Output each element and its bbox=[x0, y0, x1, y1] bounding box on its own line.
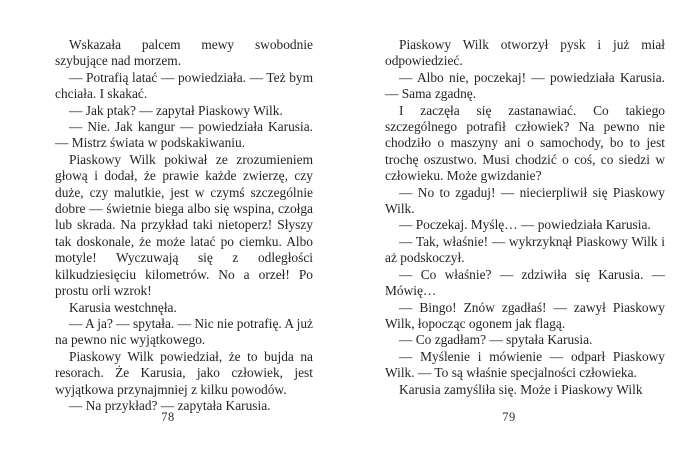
paragraph: Karusia zamyśliła się. Może i Piaskowy Wilk bbox=[399, 381, 643, 397]
paragraph: — Jak ptak? — zapytał Piaskowy Wilk. bbox=[69, 102, 283, 118]
paragraph: — Poczekaj. Myślę… — powiedziała Karusia. bbox=[399, 217, 651, 233]
page-right bbox=[385, 37, 665, 398]
paragraph: — No to zgaduj! — niecierpliwił się Piaskowy Wilk. bbox=[385, 184, 665, 217]
paragraph: — Tak, właśnie! — wykrzyknął Piaskowy Wilk i aż podskoczył. bbox=[385, 233, 665, 266]
paragraph: — Albo nie, poczekaj! — powiedziała Karusia. — Sama zgadnę. bbox=[385, 69, 665, 102]
paragraph: — Co właśnie? — zdziwiła się Karusia. — Mówię… bbox=[385, 266, 665, 299]
paragraph: — A ja? — spytała. — Nic nie potrafię. A już na pewno nic wyjątkowego. bbox=[55, 315, 313, 348]
page-left bbox=[55, 37, 313, 414]
paragraph: I zaczęła się zastanawiać. Co takiego szczególnego potrafił człowiek? Na pewno nie chodziło o maszyny ani o samochody, bo to jest trochę oszustwo. Musi chodzić o coś, co siedzi w człowieku. Może gwizdanie? bbox=[385, 102, 665, 184]
paragraph: Wskazała palcem mewy swobodnie szybujące nad morzem. bbox=[55, 37, 313, 69]
page-number-right: 79 bbox=[502, 410, 516, 424]
paragraph: Piaskowy Wilk otworzył pysk i już miał odpowiedzieć. bbox=[385, 37, 665, 69]
paragraph: — Nie. Jak kangur — powiedziała Karusia. — Mistrz świata w podskakiwaniu. bbox=[55, 119, 313, 151]
paragraph: — Na przykład? — zapytała Karusia. bbox=[69, 397, 271, 413]
paragraph: — Co zgadłam? — spytała Karusia. bbox=[399, 332, 593, 348]
paragraph: — Potrafią latać — powiedziała. — Też bym chciała. I skakać. bbox=[55, 69, 313, 102]
paragraph: Piaskowy Wilk pokiwał ze zrozumieniem głową i dodał, że prawie każde zwierzę, czy duże, czy malutkie, jest w czymś szczególnie dobre — świetnie biega albo się wspina, czołga lub skrada. Na przykład taki nietoperz! Słyszy tak doskonale, że może latać po ciemku. Albo motyle! Wyczuwają się z odległości kilkudziesięciu kilometrów. No a orzeł! Po prostu orli wzrok! bbox=[55, 151, 313, 299]
paragraph: Piaskowy Wilk powiedział, że to bujda na resorach. Że Karusia, jako człowiek, jest wyjątkowa przynajmniej z kilku powodów. bbox=[55, 348, 313, 397]
paragraph: Karusia westchnęła. bbox=[69, 299, 177, 315]
paragraph: — Bingo! Znów zgadłaś! — zawył Piaskowy Wilk, łopocząc ogonem jak flagą. bbox=[385, 299, 665, 331]
paragraph: — Myślenie i mówienie — odparł Piaskowy Wilk. — To są właśnie specjalności człowieka. bbox=[385, 348, 665, 381]
page-number-left: 78 bbox=[161, 410, 175, 424]
